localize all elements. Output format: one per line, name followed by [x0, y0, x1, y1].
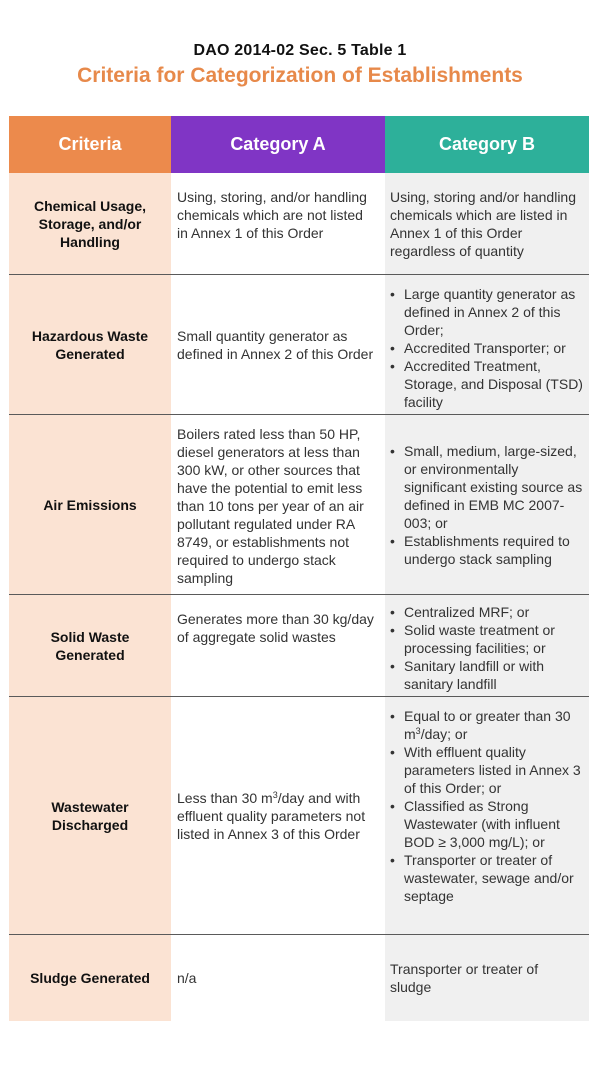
category-b-cell — [385, 415, 589, 594]
table-row — [9, 415, 589, 595]
list-item: • Transporter or treater of wastewater, sewage and/or septage — [404, 851, 583, 905]
category-b-cell — [385, 697, 589, 934]
criteria-cell: Solid Waste Generated — [9, 595, 171, 696]
category-a-cell — [171, 697, 385, 934]
cell-text: Generates more than 30 kg/day of aggregate solid wastes — [177, 611, 374, 645]
list-item: • Accredited Treatment, Storage, and Disposal (TSD) facility — [404, 357, 583, 411]
category-a-cell — [171, 275, 385, 414]
category-b-cell — [385, 935, 589, 1021]
bullet-list — [390, 595, 583, 696]
superscript: 3 — [415, 726, 421, 736]
list-item: • With effluent quality parameters listed in Annex 3 of this Order; or — [404, 743, 583, 797]
cell-text: n/a — [177, 970, 197, 986]
column-header-criteria: Criteria — [9, 116, 171, 173]
bullet-list — [390, 697, 583, 934]
criteria-cell: Hazardous Waste Generated — [9, 275, 171, 414]
list-item: • Solid waste treatment or processing facilities; or — [404, 621, 583, 657]
table-row — [9, 697, 589, 935]
cell-text: Small quantity generator as defined in Annex 2 of this Order — [177, 327, 374, 362]
category-b-cell — [385, 275, 589, 414]
table-row — [9, 595, 589, 697]
list-item: • Large quantity generator as defined in Annex 2 of this Order; — [404, 285, 583, 339]
criteria-cell: Sludge Generated — [9, 935, 171, 1021]
list-item: • Sanitary landfill or with sanitary landfill — [404, 657, 583, 693]
list-item: • Centralized MRF; or — [404, 603, 583, 621]
table-row — [9, 935, 589, 1021]
cell-text: Using, storing and/or handling chemicals which are listed in Annex 1 of this Order regardless of quantity — [390, 189, 577, 259]
cell-text: Transporter or treater of sludge — [390, 961, 539, 995]
category-a-cell — [171, 173, 385, 274]
category-a-cell — [171, 595, 385, 696]
criteria-cell: Air Emissions — [9, 415, 171, 594]
table-header — [9, 116, 589, 173]
category-b-cell — [385, 595, 589, 696]
bullet-list — [390, 275, 583, 414]
list-item: • Accredited Transporter; or — [404, 339, 583, 357]
bullet-list — [390, 442, 583, 568]
text-part: Equal to or greater than 30 m — [404, 708, 571, 742]
text-part: /day; or — [420, 726, 468, 742]
cell-text — [177, 789, 377, 843]
list-item: • Small, medium, large-sized, or environmentally significant existing source as defined in EMB MC 2007-003; or — [404, 442, 583, 532]
page-title: Criteria for Categorization of Establishments — [77, 64, 523, 87]
list-item: • Establishments required to undergo stack sampling — [404, 532, 583, 568]
column-header-category-a: Category A — [171, 116, 385, 173]
criteria-table — [9, 116, 589, 1021]
criteria-cell: Wastewater Discharged — [9, 697, 171, 934]
table-row — [9, 275, 589, 415]
criteria-cell: Chemical Usage, Storage, and/or Handling — [9, 173, 171, 274]
column-header-category-b: Category B — [385, 116, 589, 173]
list-item — [404, 707, 583, 743]
text-part: Less than 30 m — [177, 789, 273, 806]
document-reference: DAO 2014-02 Sec. 5 Table 1 — [193, 42, 407, 59]
list-item: • Classified as Strong Wastewater (with influent BOD ≥ 3,000 mg/L); or — [404, 797, 583, 851]
superscript: 3 — [272, 789, 278, 800]
text-part: /day and with effluent quality parameters not listed in Annex 3 of this Order — [177, 789, 366, 842]
category-a-cell — [171, 415, 385, 594]
table-row — [9, 173, 589, 275]
cell-text: Boilers rated less than 50 HP, diesel generators at less than 300 kW, or other sources that have the potential to emit less than 10 tons per year of an air pollutant regulated under RA 8749, or establishments not required to undergo stack sampling — [177, 426, 364, 586]
cell-text: Using, storing, and/or handling chemicals which are not listed in Annex 1 of this Order — [177, 189, 367, 241]
category-a-cell — [171, 935, 385, 1021]
category-b-cell — [385, 173, 589, 274]
